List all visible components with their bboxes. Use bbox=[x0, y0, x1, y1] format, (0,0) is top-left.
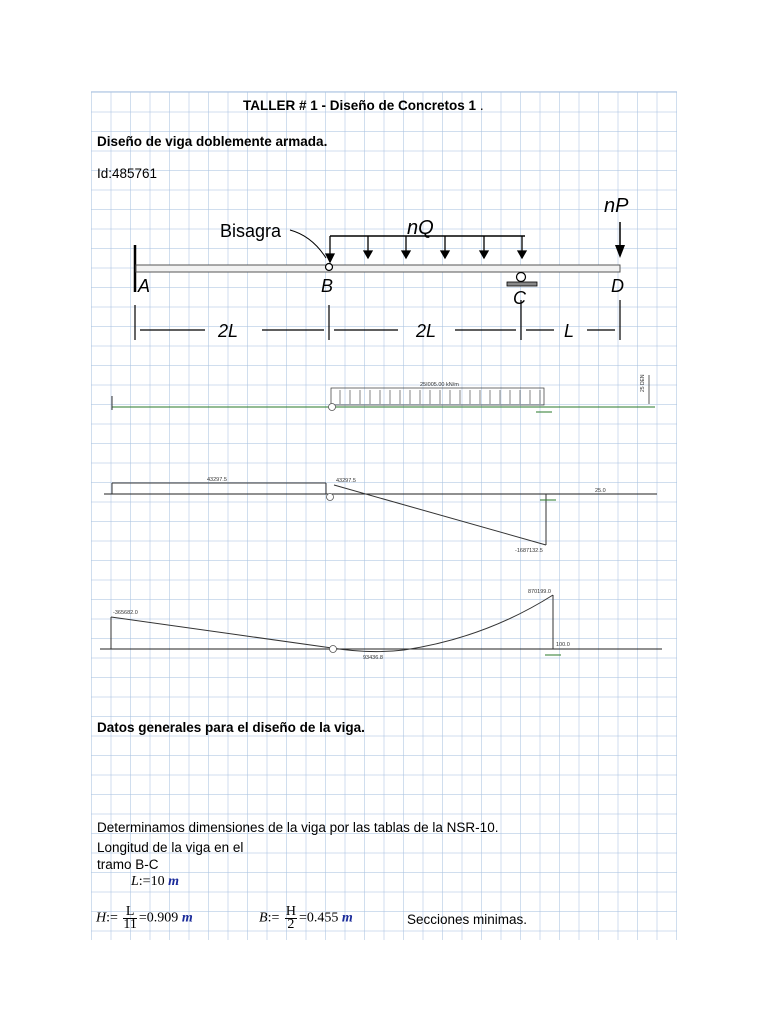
dimension-ab: 2L bbox=[218, 321, 239, 341]
height-fraction: $\frac{L}{11}$ bbox=[123, 904, 137, 932]
moment-label-1: -365682.0 bbox=[113, 610, 138, 616]
dimension-cd: L bbox=[564, 321, 575, 341]
shear-diagram bbox=[104, 477, 657, 554]
document-id: Id:485761 bbox=[97, 166, 158, 181]
label-a: A bbox=[138, 276, 151, 296]
moment-diagram bbox=[100, 589, 662, 661]
shear-label-3: -1687132.5 bbox=[515, 548, 543, 554]
math-length-definition: L:=10 m bbox=[131, 874, 179, 889]
length-label-line-2: tramo B-C bbox=[97, 857, 159, 872]
section-title: Datos generales para el diseño de la viga. bbox=[97, 720, 365, 735]
label-c: C bbox=[513, 288, 526, 308]
document-title: TALLER # 1 - Diseño de Concretos 1 . bbox=[243, 98, 484, 113]
label-np: nP bbox=[604, 195, 629, 217]
moment-label-2: 93436.8 bbox=[363, 655, 383, 661]
moment-label-4: 100.0 bbox=[556, 642, 570, 648]
shear-label-2: 43297.5 bbox=[336, 478, 356, 484]
point-load-value-label: 25 DEN bbox=[640, 374, 646, 392]
shear-label-1: 43297.5 bbox=[207, 477, 227, 483]
section-note: Secciones minimas. bbox=[407, 912, 528, 927]
label-d: D bbox=[611, 276, 624, 296]
document-subtitle: Diseño de viga doblemente armada. bbox=[97, 134, 328, 149]
shear-label-4: 25.0 bbox=[595, 488, 606, 494]
label-b: B bbox=[321, 276, 334, 296]
math-width-definition: B:= $\frac{H}{2}$ =0.455 m bbox=[259, 904, 353, 932]
label-hinge: Bisagra bbox=[220, 221, 282, 241]
moment-label-3: 870199.0 bbox=[528, 589, 551, 595]
load-diagram bbox=[112, 374, 655, 412]
math-height-definition: H:= $\frac{L}{11}$ =0.909 m bbox=[96, 904, 193, 932]
load-value-label: 25I005.00 kN/m bbox=[420, 382, 459, 388]
width-fraction: $\frac{H}{2}$ bbox=[285, 904, 296, 932]
length-label-line-1: Longitud de la viga en el bbox=[97, 840, 244, 855]
section-paragraph: Determinamos dimensiones de la viga por las tablas de la NSR-10. bbox=[97, 820, 499, 835]
label-nq: nQ bbox=[407, 217, 434, 239]
dimension-bc: 2L bbox=[416, 321, 437, 341]
